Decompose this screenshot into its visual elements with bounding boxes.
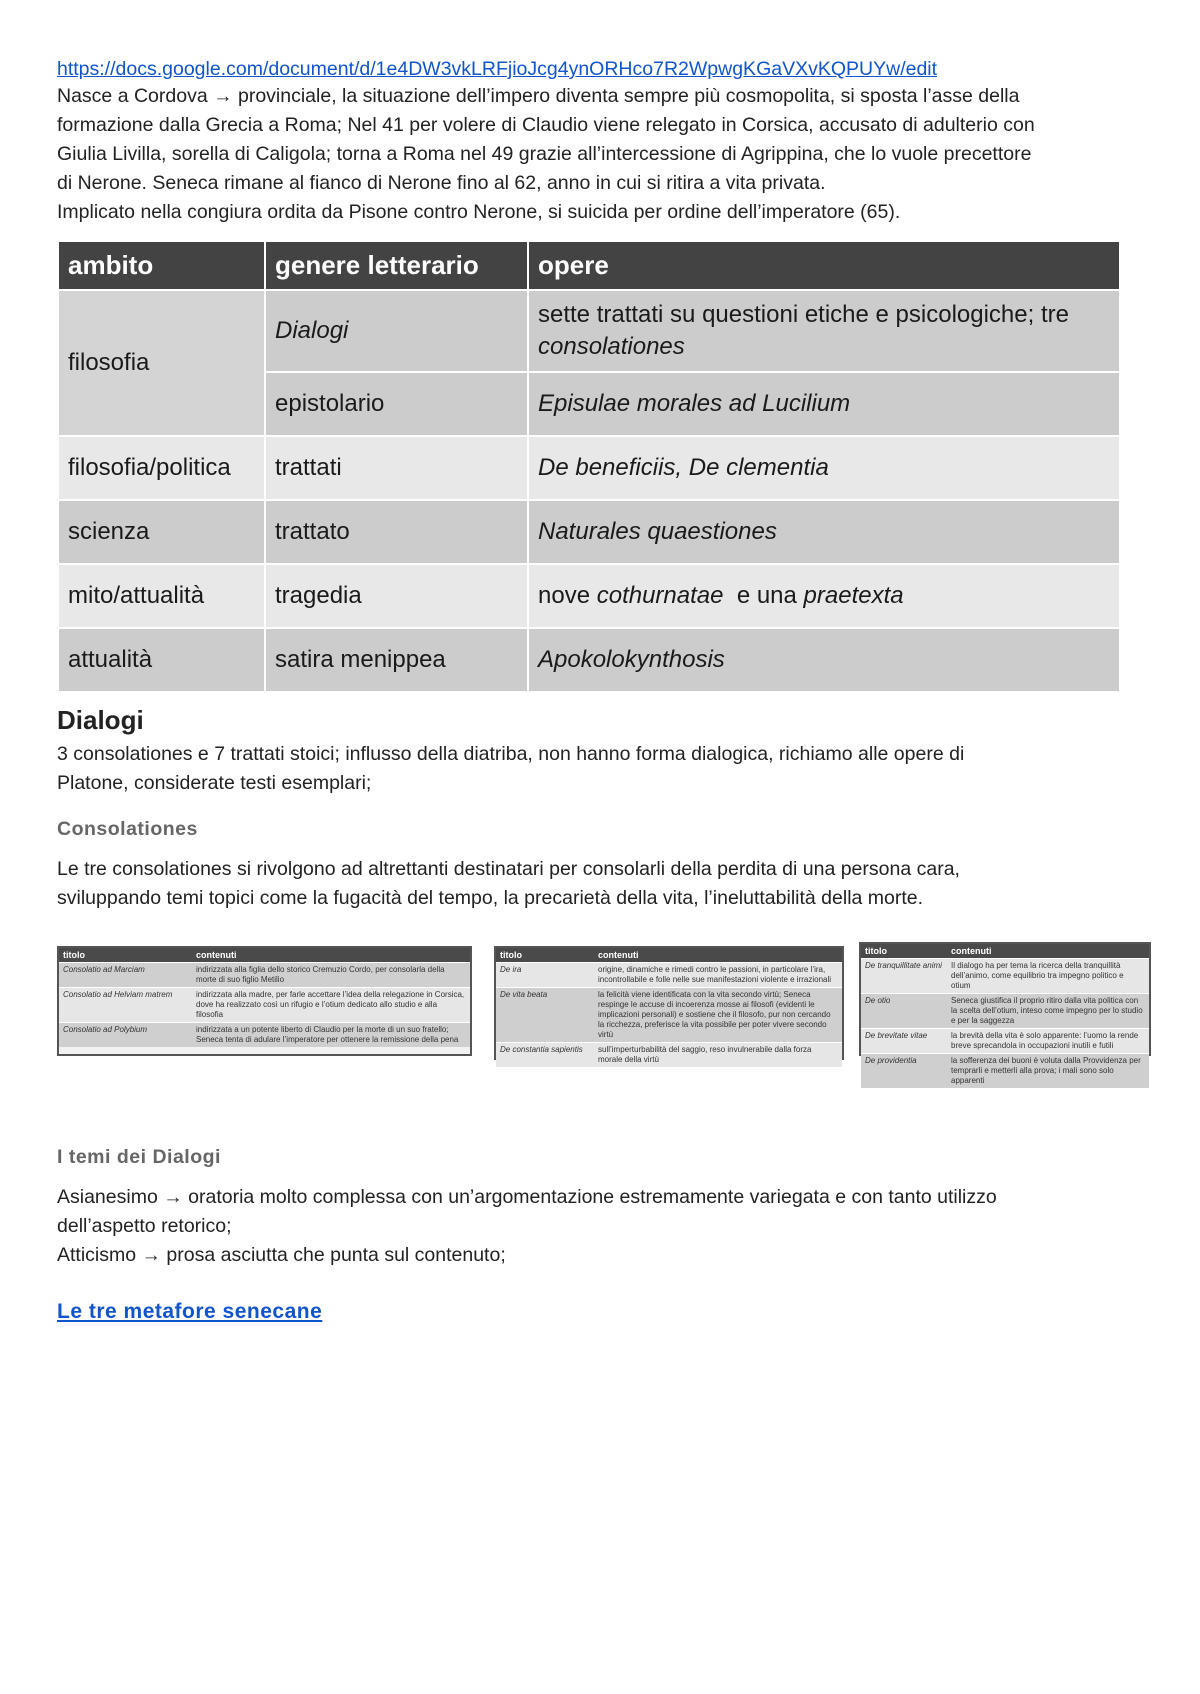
table-row bbox=[58, 436, 1120, 500]
temi-paragraph bbox=[57, 1183, 1177, 1270]
cell-genere: epistolario bbox=[265, 372, 528, 436]
cell-ambito: filosofia bbox=[58, 290, 265, 436]
opere-text-italic: consolationes bbox=[538, 333, 685, 360]
cell-genere: trattati bbox=[265, 436, 528, 500]
temi-line: dell’aspetto retorico; bbox=[57, 1215, 232, 1237]
table-header-row bbox=[58, 241, 1120, 290]
cell-genere: trattato bbox=[265, 500, 528, 564]
dialogi-paragraph bbox=[57, 740, 1177, 798]
thumb-cell: indirizzata alla figlia dello storico Cremuzio Cordo, per consolarla della morte di suo figlio Metilio bbox=[192, 963, 470, 988]
cell-opere: Naturales quaestiones bbox=[528, 500, 1120, 564]
cell-opere bbox=[528, 290, 1120, 372]
document-content bbox=[57, 56, 1177, 1324]
thumb-cell: origine, dinamiche e rimedi contro le passioni, in particolare l’ira, incontrollabile e folle nelle sue manifestazioni violente e irrazionali bbox=[594, 963, 842, 988]
works-table bbox=[57, 240, 1121, 693]
thumb-header: contenuti bbox=[594, 948, 842, 963]
thumb-cell: De constantia sapientis bbox=[496, 1043, 594, 1068]
intro-line: di Nerone. Seneca rimane al fianco di Nerone fino al 62, anno in cui si ritira a vita privata. bbox=[57, 172, 826, 194]
opere-text-italic: praetexta bbox=[803, 582, 904, 609]
table-row bbox=[58, 500, 1120, 564]
thumb-header: titolo bbox=[496, 948, 594, 963]
intro-line: Nasce a Cordova → provinciale, la situazione dell’impero diventa sempre più cosmopolita, si sposta l’asse della bbox=[57, 85, 1020, 107]
thumb-cell: De ira bbox=[496, 963, 594, 988]
cell-opere: Apokolokynthosis bbox=[528, 628, 1120, 692]
intro-line: Giulia Livilla, sorella di Caligola; torna a Roma nel 49 grazie all’intercessione di Agrippina, che lo vuole precettore bbox=[57, 143, 1032, 165]
subheading-temi: I temi dei Dialogi bbox=[57, 1146, 221, 1168]
temi-line: Asianesimo → oratoria molto complessa con un’argomentazione estremamente variegata e con tanto utilizzo bbox=[57, 1186, 997, 1208]
thumb-cell: De tranquillitate animi bbox=[861, 959, 947, 994]
thumb-cell: Seneca giustifica il proprio ritiro dalla vita politica con la scelta dell’otium, inteso come impegno per lo studio e per la saggezza bbox=[947, 994, 1149, 1029]
thumb-cell: De providentia bbox=[861, 1054, 947, 1089]
thumb-cell: Consolatio ad Marciam bbox=[59, 963, 192, 988]
opere-text: sette trattati su questioni etiche e psicologiche; tre bbox=[538, 301, 1069, 328]
header-ambito: ambito bbox=[58, 241, 265, 290]
table-row bbox=[58, 290, 1120, 372]
thumb-cell: De otio bbox=[861, 994, 947, 1029]
thumb-header: titolo bbox=[861, 944, 947, 959]
opere-text: nove bbox=[538, 582, 597, 609]
opere-text: e una bbox=[723, 582, 804, 609]
dialogi-line: 3 consolationes e 7 trattati stoici; influsso della diatriba, non hanno forma dialogica, richiamo alle opere di bbox=[57, 743, 965, 765]
consolationes-line: Le tre consolationes si rivolgono ad altrettanti destinatari per consolarli della perdita di una persona cara, bbox=[57, 858, 960, 880]
thumb-cell: la sofferenza dei buoni è voluta dalla Provvidenza per temprarli e metterli alla prova; i mali sono solo apparenti bbox=[947, 1054, 1149, 1089]
intro-line: formazione dalla Grecia a Roma; Nel 41 per volere di Claudio viene relegato in Corsica, accusato di adulterio con bbox=[57, 114, 1035, 136]
thumbnail-dialogi-table bbox=[859, 942, 1151, 1085]
cell-ambito: mito/attualità bbox=[58, 564, 265, 628]
temi-line: Atticismo → prosa asciutta che punta sul contenuto; bbox=[57, 1244, 506, 1266]
cell-ambito: scienza bbox=[58, 500, 265, 564]
section-heading-dialogi: Dialogi bbox=[57, 705, 144, 735]
cell-genere: tragedia bbox=[265, 564, 528, 628]
header-opere: opere bbox=[528, 241, 1120, 290]
thumb-cell: la brevità della vita è solo apparente: l’uomo la rende breve sprecandola in occupazioni inutili e futili bbox=[947, 1029, 1149, 1054]
thumb-header: contenuti bbox=[947, 944, 1149, 959]
thumb-cell: indirizzata a un potente liberto di Claudio per la morte di un suo fratello; Seneca tenta di adulare l’imperatore per ottenere la remissione della pena bbox=[192, 1023, 470, 1048]
thumb-cell: De brevitate vitae bbox=[861, 1029, 947, 1054]
thumb-cell: Consolatio ad Helviam matrem bbox=[59, 988, 192, 1023]
thumb-cell: la felicità viene identificata con la vita secondo virtù; Seneca respinge le accuse di incoerenza mosse ai filosofi (evidenti le implicazioni personali) e sostiene che il filosofo, pur non cercando la ricchezza, preferisce la vita possibile per poter vivere secondo virtù bbox=[594, 988, 842, 1043]
cell-opere: De beneficiis, De clementia bbox=[528, 436, 1120, 500]
thumb-cell: De vita beata bbox=[496, 988, 594, 1043]
thumb-header: titolo bbox=[59, 948, 192, 963]
cell-genere: Dialogi bbox=[265, 290, 528, 372]
table-thumbnails bbox=[57, 946, 1177, 1096]
consolationes-line: sviluppando temi topici come la fugacità del tempo, la precarietà della vita, l’ineluttabilità della morte. bbox=[57, 887, 924, 909]
intro-paragraph bbox=[57, 82, 1177, 227]
thumb-cell: Il dialogo ha per tema la ricerca della tranquillità dell’animo, come equilibrio tra impegno politico e otium bbox=[947, 959, 1149, 994]
thumbnail-trattati-table bbox=[494, 946, 844, 1064]
dialogi-line: Platone, considerate testi esemplari; bbox=[57, 772, 372, 794]
subheading-consolationes: Consolationes bbox=[57, 818, 198, 840]
opere-text-italic: cothurnatae bbox=[596, 582, 724, 609]
google-docs-link[interactable]: https://docs.google.com/document/d/1e4DW3vkLRFjioJcg4ynORHco7R2WpwgKGaVXvKQPUYw/edit bbox=[57, 58, 938, 80]
table-row bbox=[58, 564, 1120, 628]
cell-ambito: attualità bbox=[58, 628, 265, 692]
thumb-cell: Consolatio ad Polybium bbox=[59, 1023, 192, 1048]
metafore-link[interactable]: Le tre metafore senecane bbox=[57, 1300, 323, 1323]
cell-ambito: filosofia/politica bbox=[58, 436, 265, 500]
thumbnail-consolationes-table bbox=[57, 946, 472, 1056]
header-genere: genere letterario bbox=[265, 241, 528, 290]
consolationes-paragraph bbox=[57, 855, 1177, 913]
cell-opere: Episulae morales ad Lucilium bbox=[528, 372, 1120, 436]
thumb-cell: indirizzata alla madre, per farle accettare l’idea della relegazione in Corsica, dove ha realizzato così un rifugio e l’otium dedicato allo studio e alla filosofia bbox=[192, 988, 470, 1023]
table-row bbox=[58, 628, 1120, 692]
intro-line: Implicato nella congiura ordita da Pisone contro Nerone, si suicida per ordine dell’imperatore (65). bbox=[57, 201, 901, 223]
thumb-cell: sull’imperturbabilità del saggio, reso invulnerabile dalla forza morale della virtù bbox=[594, 1043, 842, 1068]
cell-opere bbox=[528, 564, 1120, 628]
thumb-header: contenuti bbox=[192, 948, 470, 963]
cell-genere: satira menippea bbox=[265, 628, 528, 692]
